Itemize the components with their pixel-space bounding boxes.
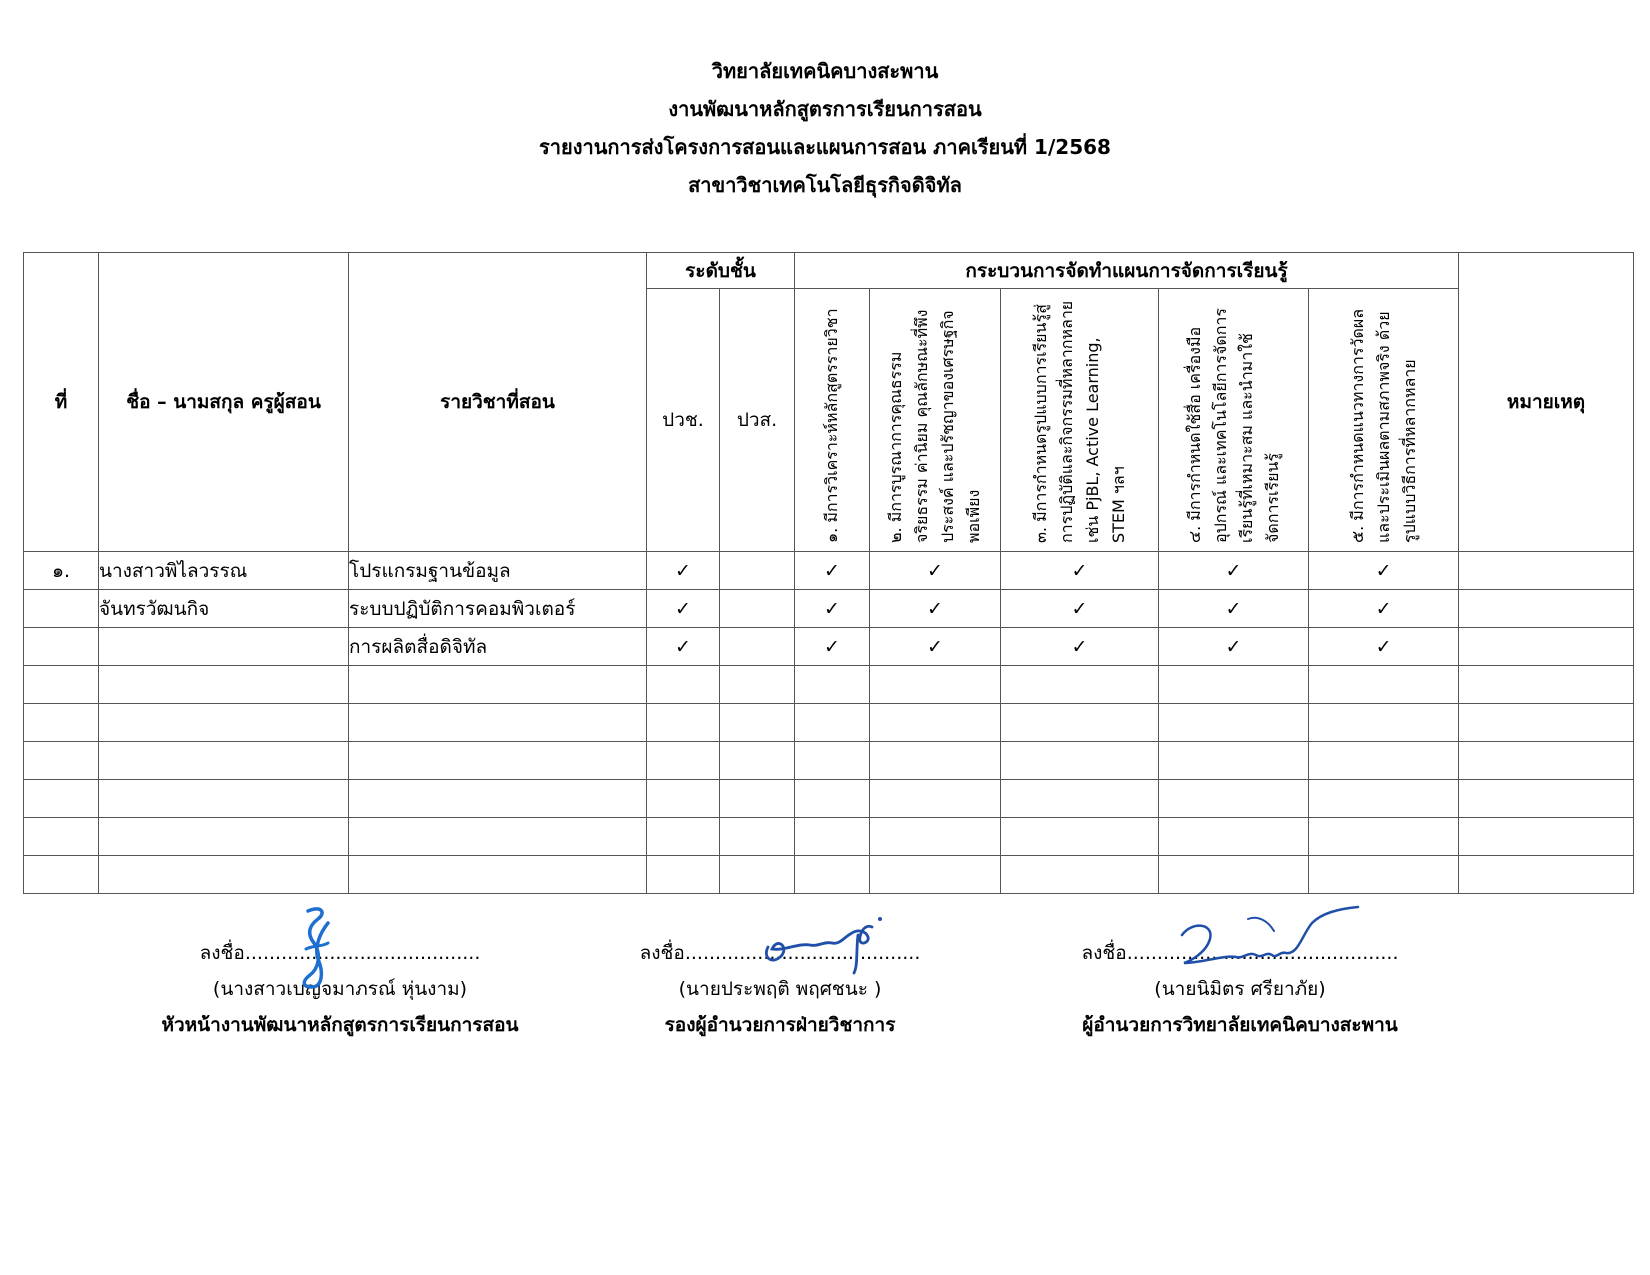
check-mark: ✓ — [1309, 628, 1459, 666]
check-mark: ✓ — [647, 590, 720, 628]
check-mark: ✓ — [870, 590, 1001, 628]
column-header-process: กระบวนการจัดทำแผนการจัดการเรียนรู้ — [795, 253, 1459, 289]
check-mark: ✓ — [1159, 552, 1309, 590]
empty-table-row — [24, 666, 1634, 704]
check-mark: ✓ — [795, 628, 870, 666]
signature-block-deputy-director — [620, 935, 940, 1043]
signer-name: (นางสาวเบญจมาภรณ์ หุ่นงาม) — [212, 978, 468, 1000]
handwritten-signature-3 — [1162, 905, 1362, 975]
teacher-name — [99, 628, 349, 666]
check-mark: ✓ — [1001, 628, 1159, 666]
check-mark: ✓ — [795, 552, 870, 590]
lesson-plan-report-table — [23, 252, 1634, 894]
check-mark: ✓ — [1309, 590, 1459, 628]
signer-title: หัวหน้างานพัฒนาหลักสูตรการเรียนการสอน — [161, 1014, 519, 1036]
check-mark: ✓ — [870, 628, 1001, 666]
signature-line: ลงชื่อ............................................. — [1081, 942, 1399, 964]
subject-name: ระบบปฏิบัติการคอมพิวเตอร์ — [349, 590, 647, 628]
check-mark: ✓ — [1159, 590, 1309, 628]
column-header-teacher-name: ชื่อ – นามสกุล ครูผู้สอน — [99, 253, 349, 552]
process-text-4: ๔. มีการกำหนดใช้สื่อ เครื่องมือ อุปกรณ์ และเทคโนโลยีการจัดการเรียนรู้ที่เหมาะสม และนำมาใช้จัดการเรียนรู้ — [1184, 307, 1282, 543]
report-title: รายงานการส่งโครงการสอนและแผนการสอน ภาคเรียนที่ 1/2568 — [539, 135, 1111, 159]
signer-name: (นายนิมิตร ศรียาภัย) — [1154, 978, 1326, 1000]
process-header-3 — [1001, 289, 1159, 552]
process-text-5: ๕. มีการกำหนดแนวทางการวัดผลและประเมินผลตามสภาพจริง ด้วยรูปแบบวิธีการที่หลากหลาย — [1347, 308, 1419, 543]
teacher-name: นางสาวพิไลวรรณ — [99, 552, 349, 590]
level-header-high-vocational-cert: ปวส. — [720, 289, 795, 552]
signature-block-director — [1040, 935, 1440, 1043]
empty-table-row — [24, 704, 1634, 742]
column-header-subject: รายวิชาที่สอน — [349, 253, 647, 552]
subject-name: โปรแกรมฐานข้อมูล — [349, 552, 647, 590]
column-header-no: ที่ — [24, 253, 99, 552]
signer-name: (นายประพฤติ พฤศชนะ ) — [678, 978, 882, 1000]
process-text-1: ๑. มีการวิเคราะห์หลักสูตรรายวิชา — [822, 308, 842, 543]
check-mark: ✓ — [647, 628, 720, 666]
table-row — [24, 590, 1634, 628]
signature-line: ลงชื่อ....................................... — [199, 942, 481, 964]
signer-title: ผู้อำนวยการวิทยาลัยเทคนิคบางสะพาน — [1082, 1014, 1398, 1036]
empty-table-row — [24, 742, 1634, 780]
check-mark: ✓ — [1159, 628, 1309, 666]
signature-line: ลงชื่อ....................................... — [639, 942, 921, 964]
check-mark: ✓ — [795, 590, 870, 628]
check-mark: ✓ — [1309, 552, 1459, 590]
table-row — [24, 552, 1634, 590]
check-mark: ✓ — [1001, 552, 1159, 590]
check-mark: ✓ — [870, 552, 1001, 590]
process-header-2 — [870, 289, 1001, 552]
process-text-3: ๓. มีการกำหนดรูปแบบการเรียนรู้สู่การปฏิบัติและกิจกรรมที่หลากหลาย เช่น PjBL, Active Learning, STEM ฯลฯ — [1030, 300, 1128, 543]
signature-block-curriculum-head — [130, 935, 550, 1043]
program-name: สาขาวิชาเทคโนโลยีธุรกิจดิจิทัล — [688, 173, 962, 197]
department-name: งานพัฒนาหลักสูตรการเรียนการสอน — [668, 97, 982, 121]
handwritten-signature-1 — [288, 903, 348, 993]
teacher-name: จันทรวัฒนกิจ — [99, 590, 349, 628]
empty-table-row — [24, 780, 1634, 818]
table-row — [24, 628, 1634, 666]
process-header-5 — [1309, 289, 1459, 552]
signer-title: รองผู้อำนวยการฝ่ายวิชาการ — [664, 1014, 896, 1036]
column-header-remark: หมายเหตุ — [1459, 253, 1634, 552]
row-no: ๑. — [24, 552, 99, 590]
process-header-4 — [1159, 289, 1309, 552]
empty-table-row — [24, 818, 1634, 856]
row-no — [24, 628, 99, 666]
check-mark: ✓ — [647, 552, 720, 590]
column-header-level: ระดับชั้น — [647, 253, 795, 289]
handwritten-signature-2 — [748, 907, 888, 977]
subject-name: การผลิตสื่อดิจิทัล — [349, 628, 647, 666]
row-no — [24, 590, 99, 628]
level-header-vocational-cert: ปวช. — [647, 289, 720, 552]
document-header — [0, 52, 1650, 204]
check-mark: ✓ — [1001, 590, 1159, 628]
college-name: วิทยาลัยเทคนิคบางสะพาน — [711, 59, 939, 83]
empty-table-row — [24, 856, 1634, 894]
process-text-2: ๒. มีการบูรณาการคุณธรรม จริยธรรม ค่านิยม คุณลักษณะที่พึงประสงค์ และปรัชญาของเศรษฐกิจพอเพียง — [886, 309, 984, 543]
process-header-1 — [795, 289, 870, 552]
